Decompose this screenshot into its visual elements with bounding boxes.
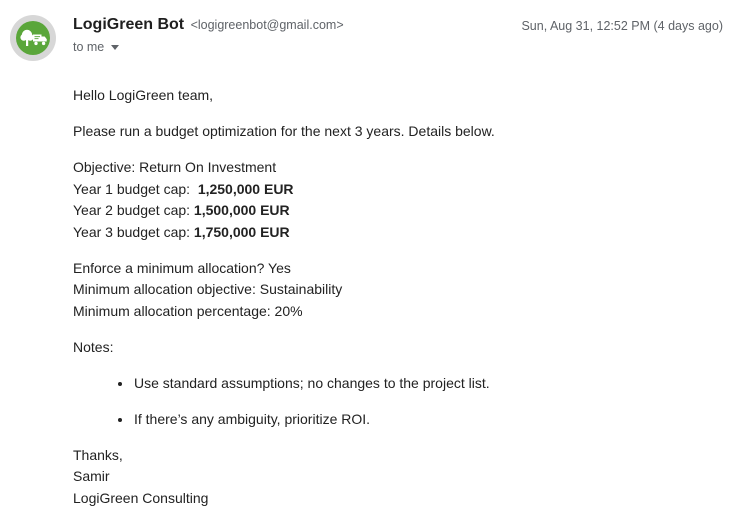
greeting: Hello LogiGreen team,: [73, 87, 214, 103]
sender-email[interactable]: <logigreenbot@gmail.com>: [190, 18, 344, 32]
recipient-label: to me: [73, 40, 105, 54]
message-body: [73, 85, 713, 524]
min-allocation-enforce: Enforce a minimum allocation? Yes: [73, 259, 291, 276]
notes-label: Notes:: [73, 338, 114, 355]
sender-avatar[interactable]: [10, 15, 56, 61]
notes-list: [73, 373, 713, 431]
budget-year-3-value: 1,750,000 EUR: [193, 223, 290, 240]
list-item: • Use standard assumptions; no changes to the project list.: [133, 373, 713, 395]
signature-name: Samir: [73, 468, 110, 484]
list-item: • If there’s any ambiguity, prioritize ROI.: [133, 409, 713, 431]
budget-year-3: [73, 224, 290, 240]
budget-year-3-label: Year 3 budget cap:: [73, 223, 194, 240]
signature-company: LogiGreen Consulting: [73, 489, 209, 506]
budget-details: [73, 157, 713, 243]
budget-year-2-value: 1,500,000 EUR: [193, 202, 290, 218]
min-allocation-details: [73, 258, 713, 323]
min-allocation-objective: Minimum allocation objective: Sustainability: [73, 281, 343, 297]
caret-down-icon[interactable]: [111, 45, 119, 50]
objective-line: Objective: Return On Investment: [73, 159, 277, 175]
budget-year-1: [73, 181, 294, 197]
sender-name[interactable]: LogiGreen Bot: [73, 16, 185, 33]
budget-year-2: [73, 202, 290, 218]
message-timestamp[interactable]: Sun, Aug 31, 12:52 PM (4 days ago): [521, 19, 723, 33]
budget-year-1-value: 1,250,000 EUR: [197, 180, 294, 197]
budget-year-2-label: Year 2 budget cap:: [73, 202, 194, 218]
recipient-details-toggle[interactable]: [73, 40, 119, 54]
logigreen-logo-icon: [10, 15, 56, 61]
signature-block: [73, 445, 713, 510]
min-allocation-percentage: Minimum allocation percentage: 20%: [73, 302, 303, 319]
sender-line: [73, 16, 344, 34]
closing: Thanks,: [73, 446, 123, 463]
budget-year-1-label: Year 1 budget cap:: [73, 180, 198, 197]
intro-text: Please run a budget optimization for the next 3 years. Details below.: [73, 123, 495, 139]
